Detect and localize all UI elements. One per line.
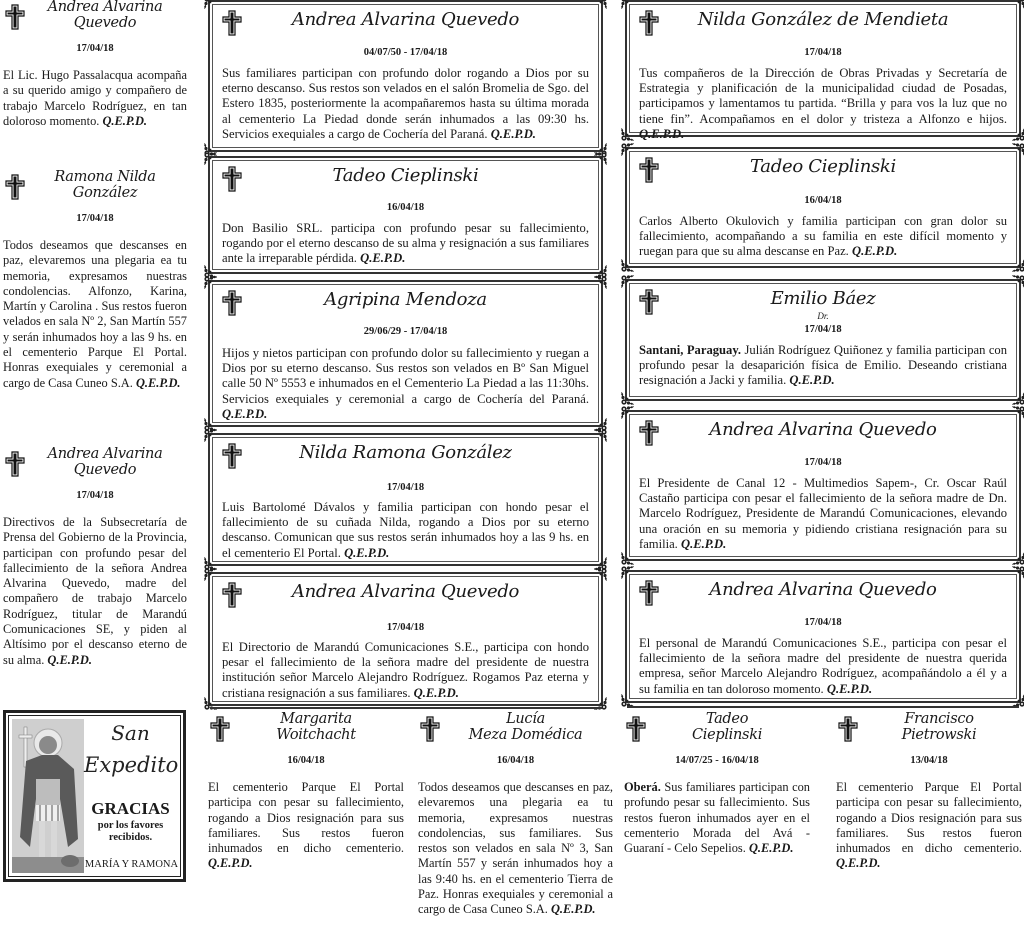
notice-left-3: [3, 447, 187, 668]
notice-body: El Lic. Hugo Passalacqua acompaña a su querido amigo y compañero de trabajo Marcelo Rodríguez, en tan doloroso momento. Q.E.P.D.: [3, 68, 187, 128]
corner-ornament-icon: [592, 275, 608, 291]
notice-name: Andrea Alvarina Quevedo: [709, 419, 937, 440]
notice-body: Todos deseamos que descanses en paz, elevaremos una plegaria ea tu memoria, expresamos nuestras condolencias, sus familiares. Sus restos son velados en sala Nº 3, San Martín 557 y serán inhumados hoy a las 9:40 hs. en el cementerio Tierra de Paz. Honras exequiales y ceremonial a cargo de Casa Cuneo S.A. Q.E.P.D.: [418, 780, 613, 917]
corner-ornament-icon: [620, 142, 636, 158]
corner-ornament-icon: [592, 151, 608, 167]
notice-box-right-2: [625, 147, 1021, 268]
cross-icon: [639, 10, 659, 36]
notice-box-middle-4: [208, 433, 603, 566]
notice-name: Ramona Nilda González: [54, 169, 156, 201]
notice-bottom-4: [836, 712, 1022, 872]
notice-date: 16/04/18: [287, 755, 325, 766]
notice-body: El cementerio Parque El Portal participa con pesar su fallecimiento, rogando a Dios resignación para sus familiares. Sus restos fueron inhumados en dicho cementerio. Q.E.P.D.: [836, 780, 1022, 871]
saint-image: [12, 719, 84, 873]
divider: [210, 707, 602, 709]
notice-box-right-1: [625, 0, 1021, 141]
notice-name: Tadeo Cieplinski: [332, 165, 479, 186]
cross-icon: [838, 716, 858, 742]
notice-body: Tus compañeros de la Dirección de Obras Privadas y Secretaría de Estrategia y planificación de la municipalidad ciudad de Posadas, participamos y lamentamos tu partida. “Brilla y para vos la luz que no tiene fin”. Acompañamos en el dolor y tristeza a Alfonzo e hijos. Q.E.P.D.: [639, 66, 1007, 141]
corner-ornament-icon: [620, 405, 636, 421]
notice-name: Agripina Mendoza: [324, 289, 487, 310]
notice-box-right-5: [625, 570, 1021, 703]
notice-name: Emilio Báez: [770, 288, 876, 309]
corner-ornament-icon: [620, 550, 636, 566]
notice-box-right-3: [625, 279, 1021, 401]
corner-ornament-icon: [203, 567, 219, 583]
notice-box-middle-3: [208, 280, 603, 427]
notice-date: 17/04/18: [804, 47, 842, 58]
notice-body: Directivos de la Subsecretaría de Prensa del Gobierno de la Provincia, participan con profundo pesar del fallecimiento de la señora Andrea Alvarina Quevedo, madre del compañero de trabajo Marcelo Rodríguez, titular de Marandú Comunicaciones SE, y piden al Altísimo por el descanso eterno de su alma. Q.E.P.D.: [3, 515, 187, 667]
notice-date: 17/04/18: [804, 617, 842, 628]
corner-ornament-icon: [1010, 0, 1024, 11]
ad-signatories: MARÍA Y RAMONA: [84, 859, 179, 870]
corner-ornament-icon: [592, 567, 608, 583]
notice-body: Carlos Alberto Okulovich y familia participan con gran dolor su fallecimiento, acompañando a su familia en este difícil momento y ruegan para que su alma descanse en Paz. Q.E.P.D.: [639, 214, 1007, 259]
cross-icon: [222, 290, 242, 316]
corner-ornament-icon: [1010, 257, 1024, 273]
notice-box-middle-1: [208, 0, 603, 152]
corner-ornament-icon: [1010, 565, 1024, 581]
notice-name: Tadeo Cieplinski: [750, 156, 896, 177]
cross-icon: [5, 4, 25, 30]
notice-left-1: [3, 0, 187, 129]
notice-date: 14/07/25 - 16/04/18: [675, 755, 759, 766]
notice-bottom-2: [418, 712, 613, 918]
corner-ornament-icon: [1010, 390, 1024, 406]
san-expedito-ad: [3, 710, 186, 882]
notice-name: Andrea Alvarina Quevedo: [291, 9, 520, 30]
notice-title: Dr.: [817, 311, 829, 321]
notice-date: 16/04/18: [386, 202, 425, 213]
corner-ornament-icon: [203, 275, 219, 291]
notice-date: 17/04/18: [386, 622, 425, 633]
corner-ornament-icon: [592, 428, 608, 444]
notice-body: Todos deseamos que descanses en paz, elevaremos una plegaria ea tu memoria, expresamos nuestras condolencias. Alfonzo, Karina, Martín y Carolina . Sus restos fueron velados en sala Nº 2, San Martín 557 y serán inhumados hoy a las 9 hs. en el cementerio Parque El Portal. Honras exequiales y ceremonial a cargo de Casa Cuneo S.A. Q.E.P.D.: [3, 238, 187, 390]
corner-ornament-icon: [203, 428, 219, 444]
notice-date: 17/04/18: [386, 482, 425, 493]
notice-date: 17/04/18: [804, 457, 842, 468]
corner-ornament-icon: [1010, 405, 1024, 421]
notice-body: Oberá. Sus familiares participan con profundo pesar su fallecimiento. Sus restos fueron inhumados ayer en el cementerio Morada del Avá - Guaraní - Celo Sepelios. Q.E.P.D.: [624, 780, 810, 856]
notice-body: El Directorio de Marandú Comunicaciones S.E., participa con hondo pesar el fallecimiento de la señora madre del presidente de nuestra institución señor Marcelo Alejandro Rodríguez. Rogamos Paz eterna y cristiana resignación a sus familiares. Q.E.P.D.: [222, 640, 589, 700]
notice-date: 16/04/18: [496, 755, 535, 766]
ad-favores: por los favores recibidos.: [97, 820, 164, 843]
corner-ornament-icon: [620, 257, 636, 273]
corner-ornament-icon: [1010, 126, 1024, 142]
corner-ornament-icon: [620, 126, 636, 142]
ad-title: San: [111, 721, 150, 745]
notice-body: Sus familiares participan con profundo dolor rogando a Dios por su eterno descanso. Sus restos son velados en el salón Bromelia de Sgo. del Estero 1835, posteriormente la acompañaremos hasta su última morada al cementerio La Piedad donde serán inhumados a las 09:30 hs. Servicios exequiales a cargo de Cochería del Paraná. Q.E.P.D.: [222, 66, 589, 141]
notice-date: 17/04/18: [76, 43, 114, 54]
notice-box-middle-5: [208, 572, 603, 706]
corner-ornament-icon: [592, 0, 608, 11]
cross-icon: [639, 420, 659, 446]
corner-ornament-icon: [1010, 142, 1024, 158]
notice-date: 17/04/18: [76, 213, 114, 224]
notice-name: Lucía Meza Domédica: [468, 711, 583, 743]
notice-name: Francisco Pietrowski: [901, 711, 977, 743]
notice-body: El Presidente de Canal 12 - Multimedios Sapem-, Cr. Oscar Raúl Castaño participa con pesar el fallecimiento de la señora madre de Dn. Marcelo Rodríguez, Presidente de Marandú Comunicaciones, elevando una oración en su memoria y pidiendo cristiana resignación para su familia. Q.E.P.D.: [639, 476, 1007, 551]
cross-icon: [639, 580, 659, 606]
notice-date: 17/04/18: [804, 324, 842, 335]
notice-box-middle-2: [208, 156, 603, 274]
notice-name: Nilda González de Mendieta: [697, 9, 949, 30]
corner-ornament-icon: [1010, 274, 1024, 290]
notice-bottom-3: [624, 712, 810, 856]
notice-body: Hijos y nietos participan con profundo dolor su fallecimiento y ruegan a Dios por su eterno descanso. Sus restos son velados en Bº San Miguel calle 50 Nº 5553 e inhumados en el Cementerio La Piedad a las 11:30hs. Servicios exequiales y ceremonial a cargo de Cochería del Paraná. Q.E.P.D.: [222, 346, 589, 421]
notice-name: Margarita Woitchacht: [276, 711, 356, 743]
notice-date: 17/04/18: [76, 490, 114, 501]
notice-name: Nilda Ramona González: [299, 442, 512, 463]
cross-icon: [5, 451, 25, 477]
corner-ornament-icon: [620, 0, 636, 11]
cross-icon: [626, 716, 646, 742]
notice-left-2: [3, 170, 187, 391]
cross-icon: [639, 157, 659, 183]
cross-icon: [222, 582, 242, 608]
cross-icon: [222, 10, 242, 36]
corner-ornament-icon: [620, 565, 636, 581]
notice-bottom-1: [208, 712, 404, 872]
cross-icon: [222, 166, 242, 192]
divider: [627, 706, 1019, 708]
notice-date: 13/04/18: [910, 755, 948, 766]
corner-ornament-icon: [1010, 550, 1024, 566]
notice-name: Tadeo Cieplinski: [691, 711, 763, 743]
corner-ornament-icon: [203, 151, 219, 167]
notice-name: Andrea Alvarina Quevedo: [709, 579, 937, 600]
notice-name: Andrea Alvarina Quevedo: [47, 0, 163, 31]
notice-body: Luis Bartolomé Dávalos y familia participan con hondo pesar el fallecimiento de su cuñada Nilda, rogando a Dios por su eterno descanso. Comunican que sus restos serán inhumados hoy a las 9 hs. en el cementerio El Portal. Q.E.P.D.: [222, 500, 589, 560]
ad-title: Expedito: [84, 753, 179, 777]
notice-body: El cementerio Parque El Portal participa con pesar su fallecimiento, rogando a Dios resignación para sus familiares. Sus restos fueron inhumados en dicho cementerio. Q.E.P.D.: [208, 780, 404, 871]
cross-icon: [222, 443, 242, 469]
notice-date: 16/04/18: [804, 195, 842, 206]
cross-icon: [210, 716, 230, 742]
ad-gracias: GRACIAS: [91, 799, 170, 818]
cross-icon: [5, 174, 25, 200]
notice-body: Don Basilio SRL. participa con profundo pesar su fallecimiento, rogando por el eterno descanso de su alma y resignación a sus familiares ante la irreparable pérdida. Q.E.P.D.: [222, 221, 589, 266]
notice-box-right-4: [625, 410, 1021, 561]
notice-body: Santani, Paraguay. Julián Rodríguez Quiñonez y familia participan con profundo pesar la desaparición física de Emilio. Deseando cristiana resignación a Jacki y familia. Q.E.P.D.: [639, 343, 1007, 388]
notice-date: 04/07/50 - 17/04/18: [363, 47, 448, 58]
notice-date: 29/06/29 - 17/04/18: [363, 326, 448, 337]
notice-name: Andrea Alvarina Quevedo: [47, 446, 163, 478]
corner-ornament-icon: [620, 390, 636, 406]
cross-icon: [420, 716, 440, 742]
corner-ornament-icon: [203, 0, 219, 11]
corner-ornament-icon: [620, 274, 636, 290]
notice-name: Andrea Alvarina Quevedo: [291, 581, 520, 602]
notice-body: El personal de Marandú Comunicaciones S.E., participa con pesar el fallecimiento de la señora madre del presidente de nuestra querida empresa, señor Marcelo Alejandro Rodríguez, acompañándolo a él y a su familia en tan doloroso momento. Q.E.P.D.: [639, 636, 1007, 696]
